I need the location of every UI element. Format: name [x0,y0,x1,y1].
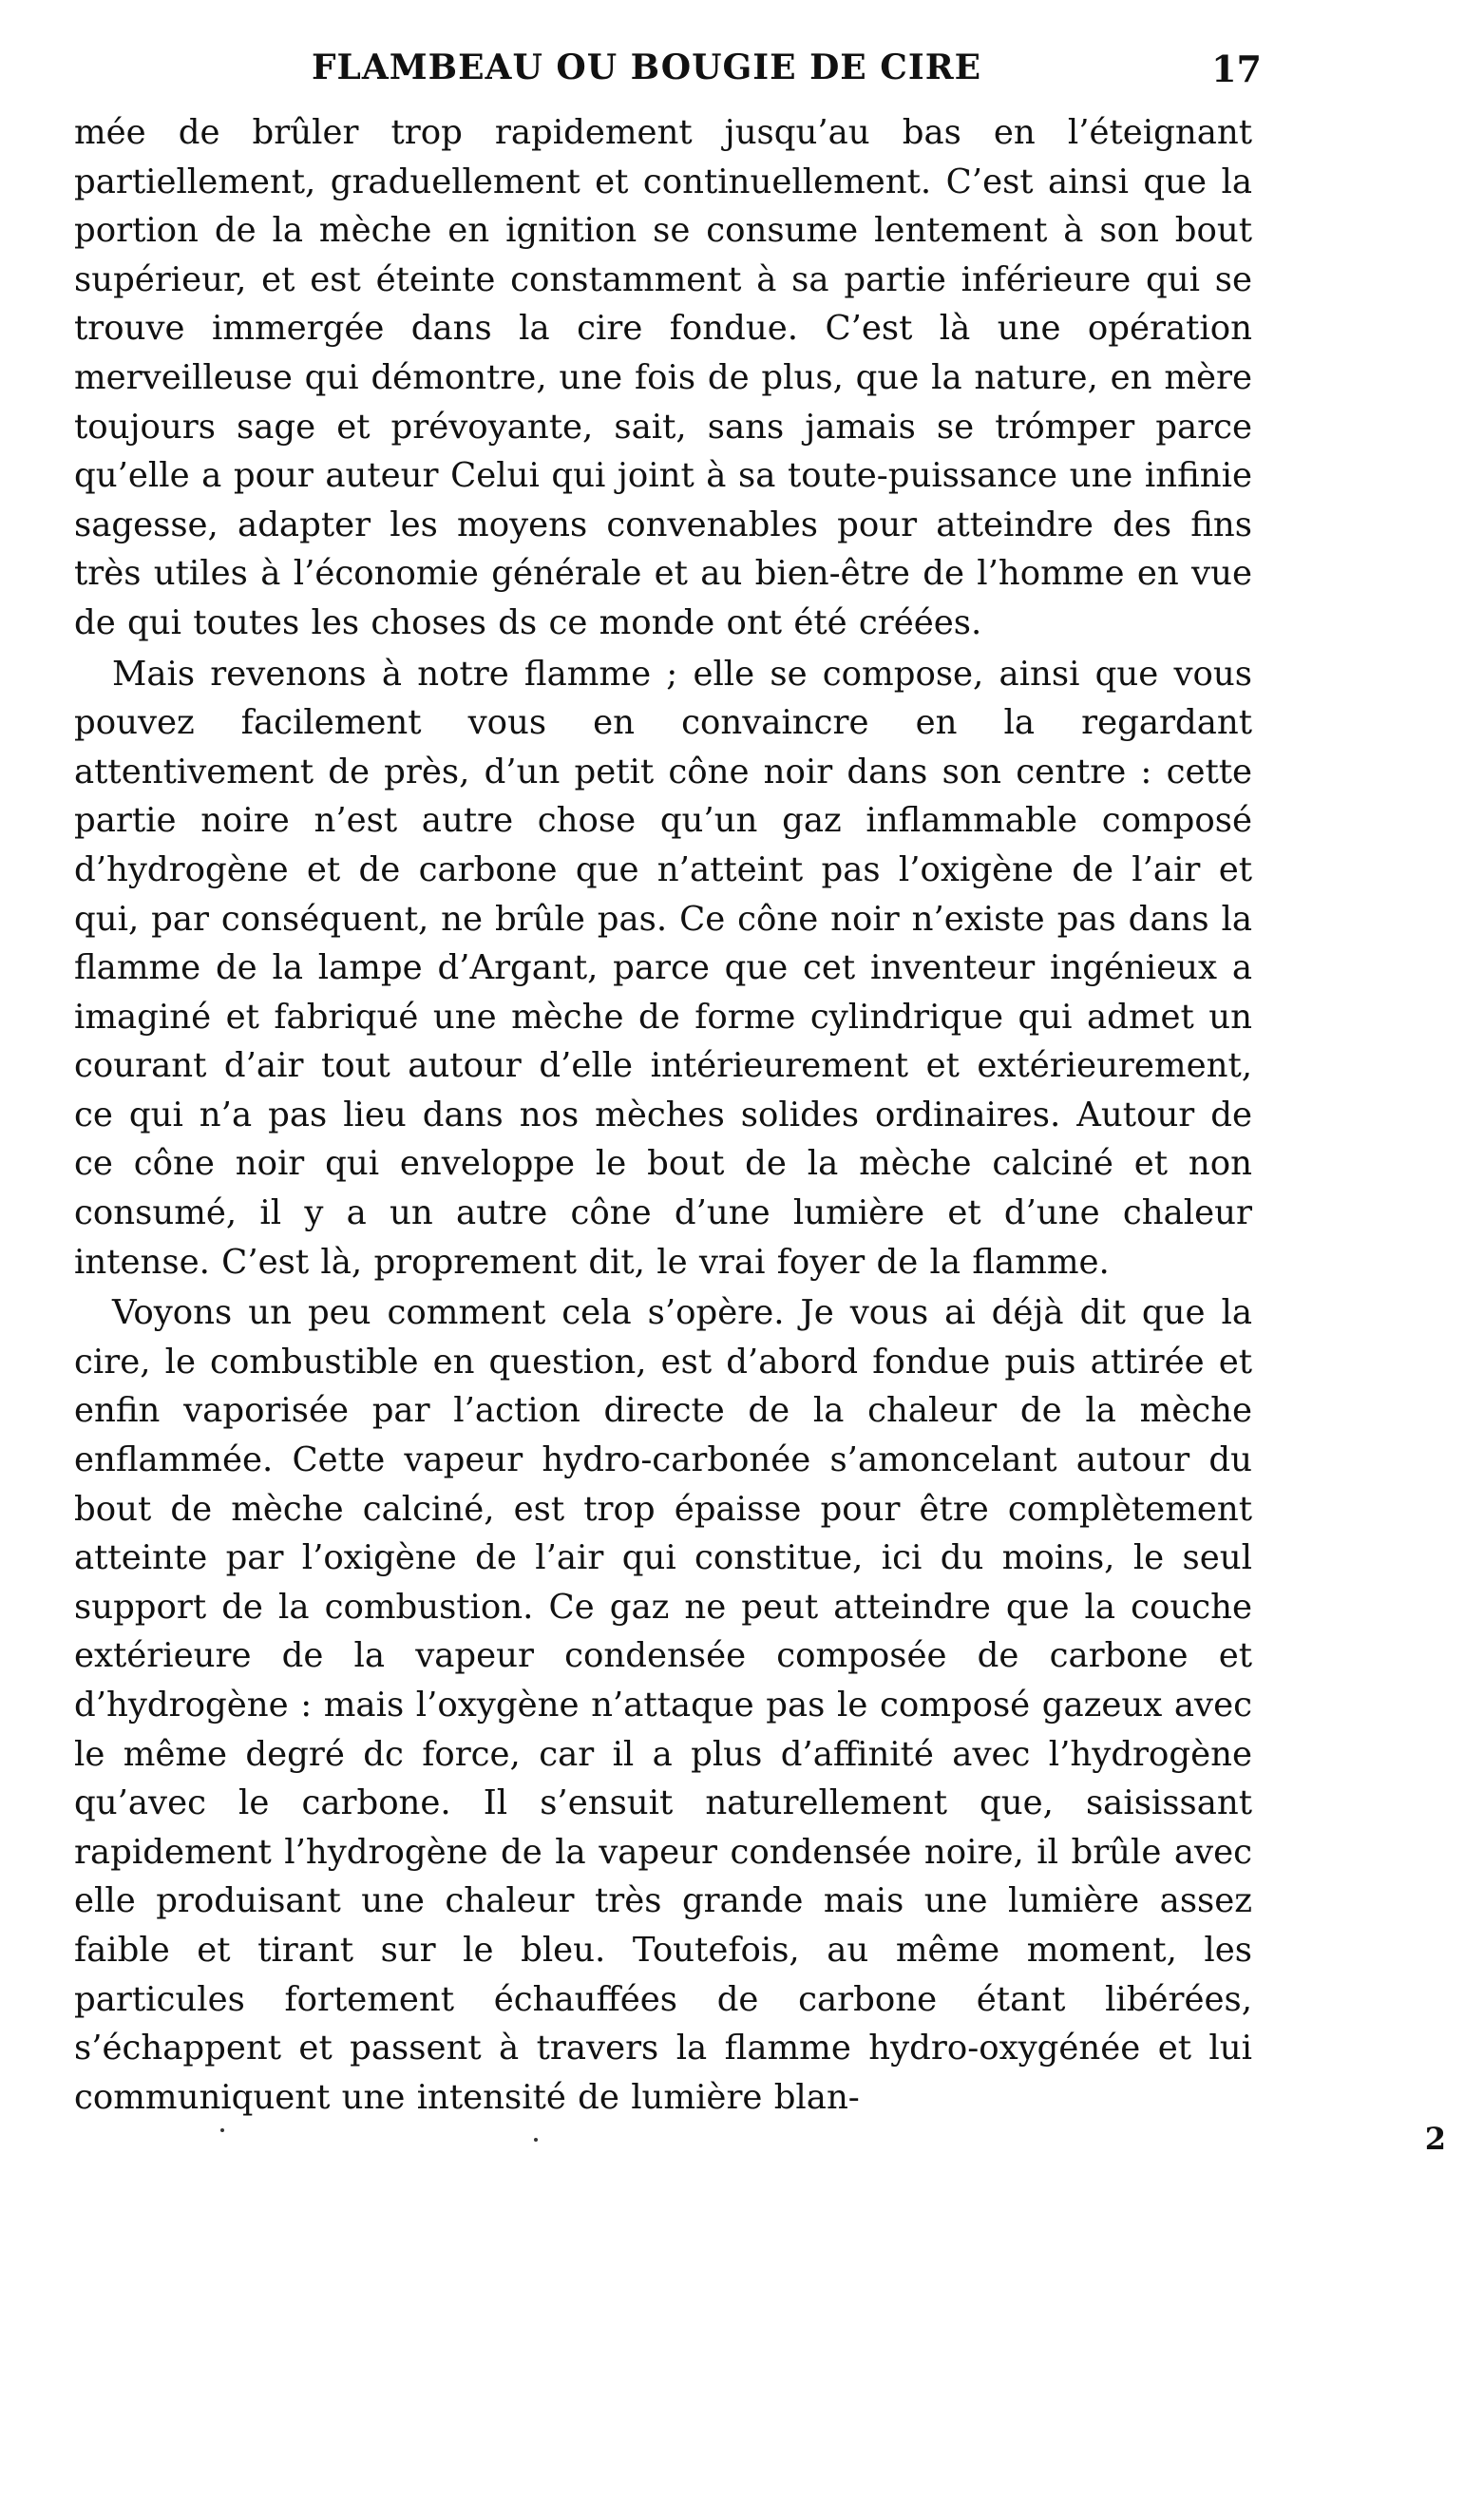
page-number: 17 [1211,48,1262,90]
running-title: FLAMBEAU OU BOUGIE DE CIRE [312,48,982,87]
paragraph-2: Mais revenons à notre flamme ; elle se compose, ainsi que vous pouvez facilement vous en convaincre en la regardant attentivement de près, d’un petit cône noir dans son centre : cette partie noire n’est autre chose qu’un gaz inflammable composé d’hydrogène et de carbone que n’atteint pas l’oxigène de l’air et qui, par conséquent, ne brûle pas. Ce cône noir n’existe pas dans la flamme de la lampe d’Argant, parce que cet inventeur ingénieux a imaginé et fabriqué une mèche de forme cylindrique qui admet un courant d’air tout autour d’elle intérieurement et extérieurement, ce qui n’a pas lieu dans nos mèches solides ordinaires. Autour de ce cône noir qui enveloppe le bout de la mèche calciné et non consumé, il y a un autre cône d’une lumière et d’une chaleur intense. C’est là, proprement dit, le vrai foyer de la flamme. [74,654,1252,1282]
signature-mark: 2 [1424,2121,1446,2157]
paragraph-1: mée de brûler trop rapidement jusqu’au bas en l’éteignant partiellement, graduellement et continuellement. C’est ainsi que la portion de la mèche en ignition se consume lentement à son bout supérieur, et est éteinte constamment à sa partie inférieure qui se trouve immergée dans la cire fondue. C’est là une opération merveilleuse qui démontre, une fois de plus, que la nature, en mère toujours sage et prévoyante, sait, sans jamais se trómper parce qu’elle a pour auteur Celui qui joint à sa toute-puissance une infinie sagesse, adapter les moyens convenables pour atteindre des fins très utiles à l’économie générale et au bien-être de l’homme en vue de qui toutes les choses ds ce monde ont été créées. [74,113,1252,642]
running-head [74,48,1262,108]
body-text [74,108,1252,2122]
paragraph-3: Voyons un peu comment cela s’opère. Je vous ai déjà dit que la cire, le combustible en question, est d’abord fondue puis attirée et enfin vaporisée par l’action directe de la chaleur de la mèche enflammée. Cette vapeur hydro-carbonée s’amoncelant autour du bout de mèche calciné, est trop épaisse pour être complètement atteinte par l’oxigène de l’air qui constitue, ici du moins, le seul support de la combustion. Ce gaz ne peut atteindre que la couche extérieure de la vapeur condensée composée de carbone et d’hydrogène : mais l’oxygène n’attaque pas le composé gazeux avec le même degré dc force, car il a plus d’affinité avec l’hydrogène qu’avec le carbone. Il s’ensuit naturellement que, saisissant rapidement l’hydrogène de la vapeur condensée noire, il brûle avec elle produisant une chaleur très grande mais une lumière assez faible et tirant sur le bleu. Toutefois, au même moment, les particules fortement échauffées de carbone étant libérées, s’échappent et passent à travers la flamme hydro-oxygénée et lui communiquent une intensité de lumière blan- [74,1293,1252,2117]
print-speck [534,2138,538,2142]
print-speck [220,2128,224,2132]
book-page [74,48,1262,2122]
